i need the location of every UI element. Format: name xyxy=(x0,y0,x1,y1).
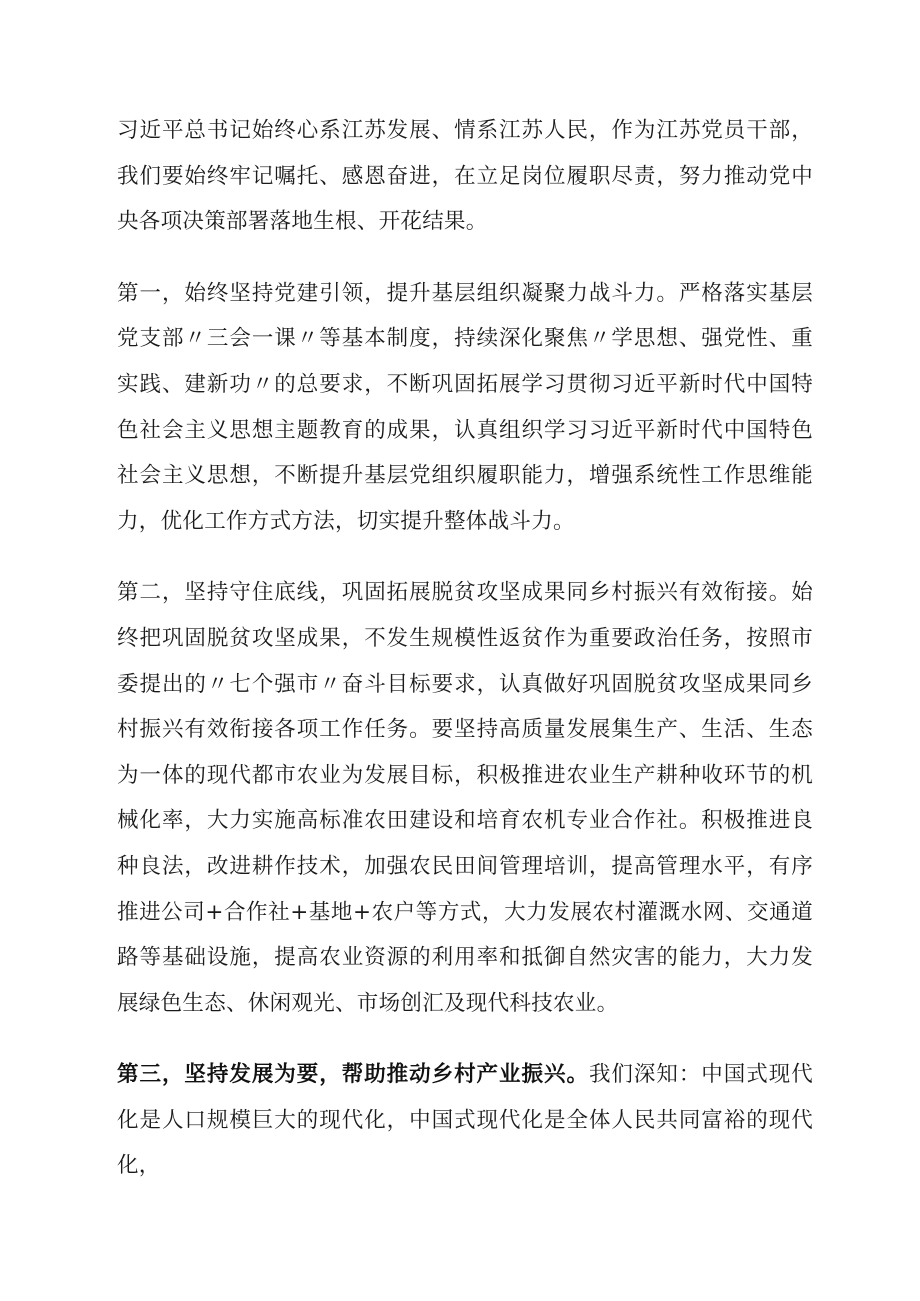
paragraph-third-text: 我们深知：中国式现代化是人口规模巨大的现代化，中国式现代化是全体人民共同富裕的现代化， xyxy=(117,1062,813,1179)
paragraph-intro-text: 习近平总书记始终心系江苏发展、情系江苏人民，作为江苏党员干部，我们要始终牢记嘱托、感恩奋进，在立足岗位履职尽责，努力推动党中央各项决策部署落地生根、开花结果。 xyxy=(117,118,813,235)
paragraph-third-heading: 第三，坚持发展为要，帮助推动乡村产业振兴。 xyxy=(117,1062,589,1088)
paragraph-second xyxy=(117,570,813,1026)
paragraph-first xyxy=(117,271,813,545)
document-body xyxy=(117,108,813,1215)
paragraph-first-text: 第一，始终坚持党建引领，提升基层组织凝聚力战斗力。严格落实基层党支部〃三会一课〃等基本制度，持续深化聚焦〃学思想、强党性、重实践、建新功〃的总要求，不断巩固拓展学习贯彻习近平新时代中国特色社会主义思想主题教育的成果，认真组织学习习近平新时代中国特色社会主义思想，不断提升基层党组织履职能力，增强系统性工作思维能力，优化工作方式方法，切实提升整体战斗力。 xyxy=(117,280,813,534)
paragraph-intro xyxy=(117,108,813,245)
paragraph-second-text: 第二，坚持守住底线，巩固拓展脱贫攻坚成果同乡村振兴有效衔接。始终把巩固脱贫攻坚成果，不发生规模性返贫作为重要政治任务，按照市委提出的〃七个强市〃奋斗目标要求，认真做好巩固脱贫攻坚成果同乡村振兴有效衔接各项工作任务。要坚持高质量发展集生产、生活、生态为一体的现代都市农业为发展目标，积极推进农业生产耕种收环节的机械化率，大力实施高标准农田建设和培育农机专业合作社。积极推进良种良法，改进耕作技术，加强农民田间管理培训，提高管理水平，有序推进公司+合作社+基地+农户等方式，大力发展农村灌溉水网、交通道路等基础设施，提高农业资源的利用率和抵御自然灾害的能力，大力发展绿色生态、休闲观光、市场创汇及现代科技农业。 xyxy=(117,580,813,1016)
paragraph-third xyxy=(117,1052,813,1189)
